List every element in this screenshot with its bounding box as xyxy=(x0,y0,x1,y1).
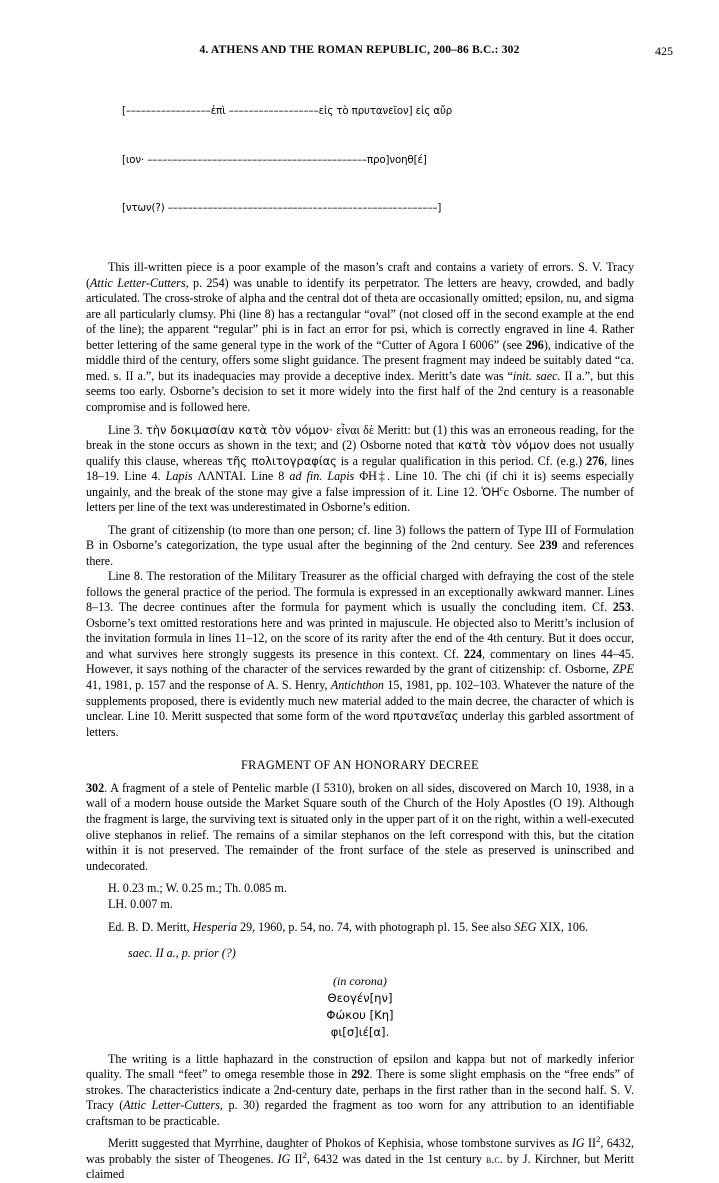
italic-run: SEG xyxy=(514,919,537,934)
text-run: . There is some slight emphasis on the “free ends” of strokes. The characteristics indicate a 2nd-century date, perhaps in the first rather than in the second half. S. V. Tracy ( xyxy=(86,1067,634,1113)
italic-run: Antichthon xyxy=(330,678,384,693)
bold-run: 239 xyxy=(539,538,558,553)
commentary-paragraph-2 xyxy=(86,423,634,516)
commentary-paragraph-4 xyxy=(86,569,634,740)
text-run: 29, 1960, p. 54, no. 74, with photograph pl. 15. See also xyxy=(237,919,515,934)
text-run: Meritt suggested that Myrrhine, daughter of Phokos of Kephisia, whose tombstone survives as xyxy=(108,1136,572,1151)
entry-number: 302 xyxy=(86,780,105,795)
text-run: does not usually qualify this clause, whereas xyxy=(86,438,634,468)
greek-run: ὉΗ xyxy=(481,484,500,499)
italic-run: init. saec. xyxy=(512,368,561,383)
bold-run: 224 xyxy=(463,646,483,661)
inscribed-line: Φώκου [Κη] xyxy=(326,1008,394,1022)
running-head xyxy=(0,44,719,56)
bold-run: 276 xyxy=(586,453,605,468)
italic-run: IG xyxy=(277,1151,291,1166)
text-run: , p. 254) was unable to identify its perpetrator. The letters are heavy, crowded, and badly articulated. The cross-stroke of alpha and the central dot of theta are occasionally omitted; epsilon, nu, and sigma are all particularly clumsy. Phi (line 8) has a rectangular “oval” (not closed off in the second example at the end of the line); the apparent “regular” phi is in fact an error for psi, which is correctly engraved in line 4. Rather better lettering of the same general type in the work of the “Cutter of Agora I 6006” (see xyxy=(86,275,634,352)
text-run: , lines 18–19. Line 4. xyxy=(86,453,634,484)
commentary-paragraph-3 xyxy=(86,523,634,570)
text-run: Line 8. The restoration of the Military Treasurer as the official charged with defraying the cost of the stele follows the general practice of the period. The formula is expressed in an exceptionally awkward manner. Lines 8–13. The decree continues after the formula for payment which is usually the concluding item. Cf. xyxy=(86,569,634,615)
text-run: , commentary on lines 44–45. However, it says nothing of the character of the services rewarded by the grant of citizenship: cf. Osborne, xyxy=(86,646,634,677)
inscription-block xyxy=(122,72,634,249)
text-run: . Osborne’s text omitted restorations here and was printed in majuscule. He objected also to Meritt’s inclusion of the invitation formula in lines 11–12, on the score of its rarity after the end of the 4th century. But it does occur, and what survives here strongly suggests its presence in this context. Cf. xyxy=(86,600,634,661)
text-run: and references there. xyxy=(86,538,634,568)
running-head-entry: 302 xyxy=(501,44,520,56)
commentary2-paragraph-1 xyxy=(86,1052,634,1130)
italic-run: Hesperia xyxy=(192,919,237,934)
commentary2-paragraph-2: Meritt suggested that Myrrhine, daughter of Phokos of Kephisia, whose tombstone survives as IG $II^2$, 6432, was probably the sister of Theogenes. IG $II^2$, 6432 was dated in the 1st century b.c. by J. Kirchner, but Meritt claimed xyxy=(86,1134,634,1182)
italic-run: Attic Letter-Cutters xyxy=(123,1098,220,1113)
bold-run: 292 xyxy=(351,1067,370,1082)
bold-run: 296 xyxy=(525,337,544,352)
in-corona-label: (in corona) xyxy=(333,973,387,988)
text-run: Ed. B. D. Meritt, xyxy=(108,919,193,934)
text-run: underlay this garbled assortment of letters. xyxy=(86,709,634,739)
italic-run: Lapis xyxy=(165,469,193,484)
text-run: Line 3. xyxy=(108,422,146,437)
text-run: c Osborne. The number of letters per line of the text was underestimated in Osborne’s edition. xyxy=(86,484,634,515)
inscription-line: [ντων(?) ––––––––––––––––––––––––––––––––––––––––––––––––––––––] xyxy=(122,202,442,214)
text-run: is a regular qualification in this period. Cf. (e.g.) xyxy=(336,453,587,468)
text-run: · εἶναι δὲ Meritt: but (1) this was an erroneous reading, for the break in the stone occurs as shown in the text; and (2) Osborne noted that xyxy=(86,422,634,453)
italic-run: ZPE xyxy=(612,662,634,677)
text-run: 41, 1981, p. 157 and the response of A. S. Henry, xyxy=(86,678,331,693)
inscribed-text-block xyxy=(86,973,634,1041)
greek-run: τῆς πολιτογραφίας xyxy=(226,453,337,468)
text-run: , 6432 was dated in the 1st century xyxy=(306,1151,487,1166)
letter-height-line: LH. 0.007 m. xyxy=(108,896,173,911)
text-run: XIX, 106. xyxy=(536,919,589,934)
text-run: , p. 30) regarded the fragment as too worn for any attribution to an identifiable craftsman to be practicable. xyxy=(86,1098,634,1128)
page-number: 425 xyxy=(655,44,673,58)
running-head-text: 4. ATHENS AND THE ROMAN REPUBLIC, 200–86 B.C.: xyxy=(199,44,499,56)
superscript-c: c xyxy=(499,482,504,493)
text-run: ), indicative of the middle third of the century, offers some slight guidance. The present fragment may indeed be suitably dated “ca. med. s. II a.”, but its inadequacies may provide a deceptive index. Meritt’s date was “ xyxy=(86,337,635,383)
text-run: . A fragment of a stele of Pentelic marble (I 5310), broken on all sides, discovered on March 10, 1938, in a wall of a modern house outside the Market Square south of the Church of the Holy Apostles (O 19). Although the fragment is large, the surviving text is situated only in the upper part of it on the right, within a well-executed olive stephanos in relief. The remains of a similar stephanos on the left correspond with this, but the citation within it is not preserved. The remainder of the front surface of the stele as preserved is uninscribed and undecorated. xyxy=(86,780,634,873)
text-run: ΦΗ‡. Line 10. The chi (if chi it is) seems especially ungainly, and the break of the stone may give a false impression of it. Line 12. xyxy=(86,469,635,499)
smallcaps-run: b.c. xyxy=(486,1151,503,1166)
text-run: The writing is a little haphazard in the construction of epsilon and kappa but not of markedly inferior quality. The small “feet” to omega resemble those in xyxy=(86,1051,634,1082)
text-run: ΛΛΝΤΑΙ. Line 8 xyxy=(192,469,290,484)
text-run: This ill-written piece is a poor example of the mason’s craft and contains a variety of errors. S. V. Tracy ( xyxy=(86,260,634,290)
edition-line xyxy=(108,920,634,936)
entry-description xyxy=(86,781,634,874)
greek-run: πρυτανεῖας xyxy=(392,709,459,724)
inscribed-line: φι[σ]ιέ[α]. xyxy=(330,1024,390,1039)
inscribed-line: Θεογέν[ην] xyxy=(327,991,393,1006)
page-header xyxy=(0,44,719,62)
italic-run: IG xyxy=(571,1136,585,1151)
italic-run: ad fin. Lapis xyxy=(289,469,355,484)
greek-run: κατὰ τὸν νόμον xyxy=(457,438,550,453)
inscription-line: [–––––––––––––––––ἐπὶ ––––––––––––––––––εἰς τὸ πρυτανεῖον] εἰς αὔρ xyxy=(122,106,453,118)
text-run: , 6432, was probably the sister of Theogenes. xyxy=(86,1136,634,1166)
greek-run: τὴν δοκιμασίαν κατὰ τὸν νόμον xyxy=(145,422,330,437)
commentary-paragraph-1 xyxy=(86,260,634,415)
superscript-run: 2 xyxy=(302,1149,307,1160)
document-body xyxy=(86,72,634,1183)
measurements-line: H. 0.23 m.; W. 0.25 m.; Th. 0.085 m. xyxy=(108,881,287,896)
text-run: by J. Kirchner, but Meritt claimed xyxy=(86,1151,634,1182)
text-run: 15, 1981, pp. 102–103. Whatever the nature of the supplements proposed, there is evidently much new material added to the main decree, the character of which is unclear. Line 10. Meritt suspected that some form of the word xyxy=(86,678,634,724)
text-run: II a.”, but this seems too early. Osborne’s decision to set it more widely into the first half of the 2nd century is a reasonable compromise and is followed here. xyxy=(86,368,635,414)
text-run: The grant of citizenship (to more than one person; cf. line 3) follows the pattern of Type III of Formulation B in Osborne’s categorization, the type usual after the beginning of the 2nd century. See xyxy=(86,522,634,553)
inscription-line: [ιον· ––––––––––––––––––––––––––––––––––––––––––––προ]νοηθ[έ] xyxy=(122,154,427,166)
bold-run: 253 xyxy=(612,600,631,615)
italic-run: Attic Letter-Cutters xyxy=(90,275,186,290)
superscript-run: 2 xyxy=(596,1134,601,1145)
date-line: saec. II a., p. prior (?) xyxy=(128,946,236,961)
section-title: FRAGMENT OF AN HONORARY DECREE xyxy=(241,758,479,773)
